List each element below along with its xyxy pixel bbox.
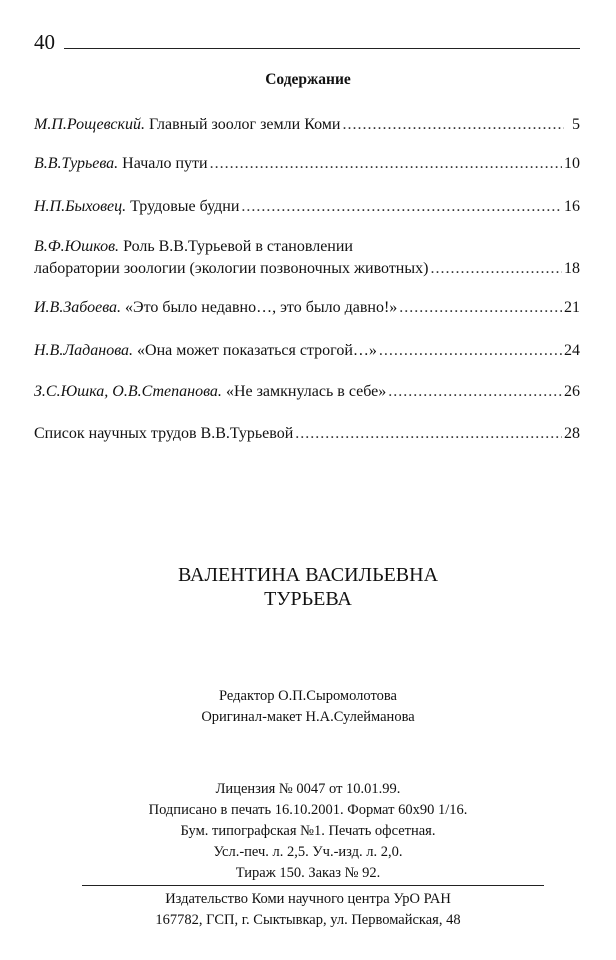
- toc-entry: [34, 153, 580, 175]
- toc-entry-title: «Это было недавно…, это было давно!»: [125, 299, 398, 316]
- toc-entry-page: 18: [564, 260, 580, 277]
- book-title: [0, 563, 616, 611]
- paper-line: Бум. типографская №1. Печать офсетная.: [180, 823, 436, 839]
- toc-entry-author: В.В.Турьева.: [34, 155, 119, 172]
- toc-entry-title: «Она может показаться строгой…»: [137, 342, 377, 359]
- toc-entry-page: 21: [564, 299, 580, 316]
- toc-entry-author: М.П.Рощевский.: [34, 116, 145, 133]
- toc-entry-page: 26: [564, 383, 580, 400]
- dot-leader: [342, 114, 564, 136]
- toc-entry-title: Список научных трудов В.В.Турьевой: [34, 425, 294, 442]
- toc-entry-title: Главный зоолог земли Коми: [148, 116, 341, 133]
- toc-entry-page: 24: [564, 342, 580, 359]
- signed-line: Подписано в печать 16.10.2001. Формат 60х90 1/16.: [148, 802, 468, 818]
- license-line: Лицензия № 0047 от 10.01.99.: [215, 781, 401, 797]
- toc-entry: [34, 297, 580, 319]
- toc-entry-page: 10: [564, 155, 580, 172]
- dot-leader: [379, 340, 562, 362]
- dot-leader: [430, 258, 562, 280]
- dot-leader: [388, 381, 562, 403]
- editor-credit: Редактор О.П.Сыромолотова: [219, 688, 397, 704]
- page-number: 40: [34, 30, 55, 54]
- toc-title: Содержание: [265, 71, 351, 88]
- toc-entry: [34, 423, 580, 445]
- publisher-block: [0, 889, 616, 931]
- toc-entry-title: Роль В.В.Турьевой в становлении: [123, 238, 353, 255]
- toc-entry-title: Начало пути: [122, 155, 208, 172]
- toc-entry-author: В.Ф.Юшков.: [34, 238, 120, 255]
- toc-entry-author: Н.П.Быховец.: [34, 198, 127, 215]
- footer-rule: [82, 885, 544, 886]
- dot-leader: [295, 423, 562, 445]
- toc-entry: [34, 381, 580, 403]
- publisher-name: Издательство Коми научного центра УрО РАН: [165, 891, 451, 907]
- toc-entry-title-continued: лаборатории зоологии (экологии позвоночных животных): [34, 260, 429, 277]
- dot-leader: [210, 153, 562, 175]
- toc-entry-title: «Не замкнулась в себе»: [225, 383, 387, 400]
- toc-entry-page: 16: [564, 198, 580, 215]
- header-rule: [64, 48, 580, 49]
- toc-entry-author: Н.В.Ладанова.: [34, 342, 134, 359]
- run-line: Тираж 150. Заказ № 92.: [235, 865, 381, 881]
- book-title-line-2: ТУРЬЕВА: [264, 588, 352, 610]
- dot-leader: [241, 196, 562, 218]
- publisher-address: 167782, ГСП, г. Сыктывкар, ул. Первомайская, 48: [155, 912, 461, 928]
- sheets-line: Усл.-печ. л. 2,5. Уч.-изд. л. 2,0.: [213, 844, 403, 860]
- credits: [0, 686, 616, 728]
- imprint: [0, 779, 616, 884]
- toc-entry-author: И.В.Забоева.: [34, 299, 122, 316]
- toc-entry-title: Трудовые будни: [130, 198, 240, 215]
- toc-entry: [34, 340, 580, 362]
- book-title-line-1: ВАЛЕНТИНА ВАСИЛЬЕВНА: [177, 564, 439, 586]
- toc-entry-page: 5: [572, 116, 580, 133]
- toc-entry: [34, 114, 580, 136]
- toc-entry: [34, 236, 580, 280]
- toc-entry: [34, 196, 580, 218]
- dot-leader: [399, 297, 562, 319]
- toc-entry-author: З.С.Юшка, О.В.Степанова.: [34, 383, 222, 400]
- toc-entry-page: 28: [564, 425, 580, 442]
- layout-credit: Оригинал-макет Н.А.Сулейманова: [201, 709, 415, 725]
